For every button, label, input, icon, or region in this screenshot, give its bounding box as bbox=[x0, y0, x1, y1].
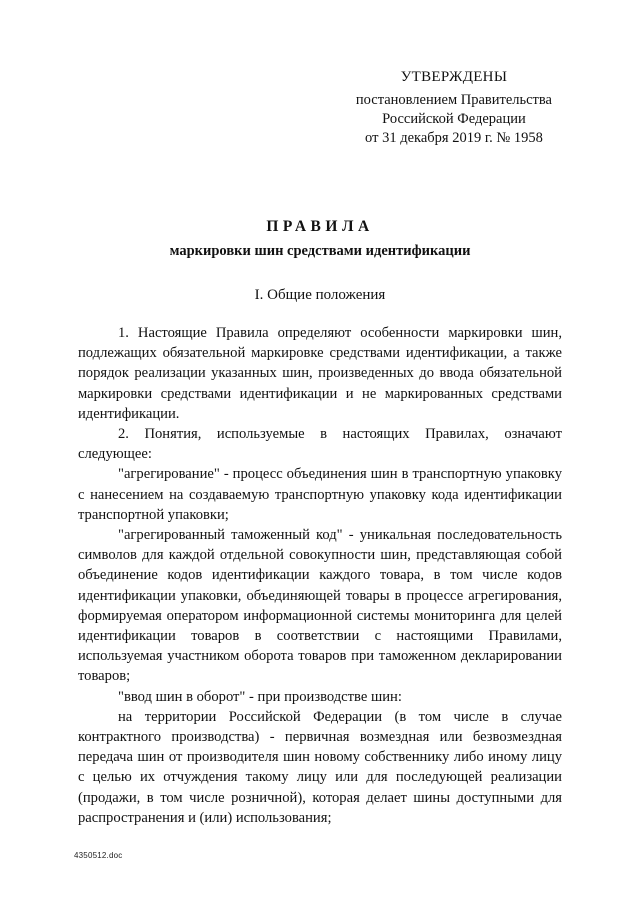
section-heading: I. Общие положения bbox=[254, 287, 386, 303]
paragraph-4: "агрегированный таможенный код" - уникальная последовательность символов для каждой отдельной совокупности шин, представляющая собой объединение кодов идентификации каждого товара, в том числе кодов идентификации упаковки, объединяющей товары в процессе агрегирования, формируемая оператором информационной системы мониторинга для целей идентификации товаров в соответствии с настоящими Правилами, используемая участником оборота товаров при таможенном декларировании товаров; bbox=[78, 527, 562, 685]
document-title: ПРАВИЛА bbox=[266, 218, 374, 235]
approval-block bbox=[356, 68, 552, 148]
approval-heading: УТВЕРЖДЕНЫ bbox=[400, 69, 508, 85]
file-name-footer: 4350512.doc bbox=[74, 851, 123, 860]
paragraph-6: на территории Российской Федерации (в том числе в случае контрактного производства) - первичная возмездная или безвозмездная передача шин от производителя шин новому собственнику либо иному лицу с целью их отчуждения такому лицу или для последующей реализации (продажи, в том числе розничной), которая делает шины доступными для распространения и (или) использования; bbox=[78, 708, 562, 826]
paragraph-3: "агрегирование" - процесс объединения шин в транспортную упаковку с нанесением на создаваемую транспортную упаковку кода идентификации транспортной упаковки; bbox=[78, 466, 562, 523]
approval-line-3: от 31 декабря 2019 г. № 1958 bbox=[365, 130, 543, 146]
paragraph-5: "ввод шин в оборот" - при производстве шин: bbox=[118, 688, 402, 705]
document-body bbox=[78, 323, 562, 828]
paragraph-1: 1. Настоящие Правила определяют особенности маркировки шин, подлежащих обязательной маркировке средствами идентификации, а также порядок реализации указанных шин, произведенных до ввода обязательной маркировки средствами идентификации и не маркированных средствами идентификации. bbox=[78, 325, 562, 422]
document-subtitle: маркировки шин средствами идентификации bbox=[169, 243, 471, 259]
paragraph-2: 2. Понятия, используемые в настоящих Правилах, означают следующее: bbox=[78, 426, 562, 463]
approval-line-2: Российской Федерации bbox=[382, 111, 526, 127]
approval-line-1: постановлением Правительства bbox=[355, 92, 552, 108]
